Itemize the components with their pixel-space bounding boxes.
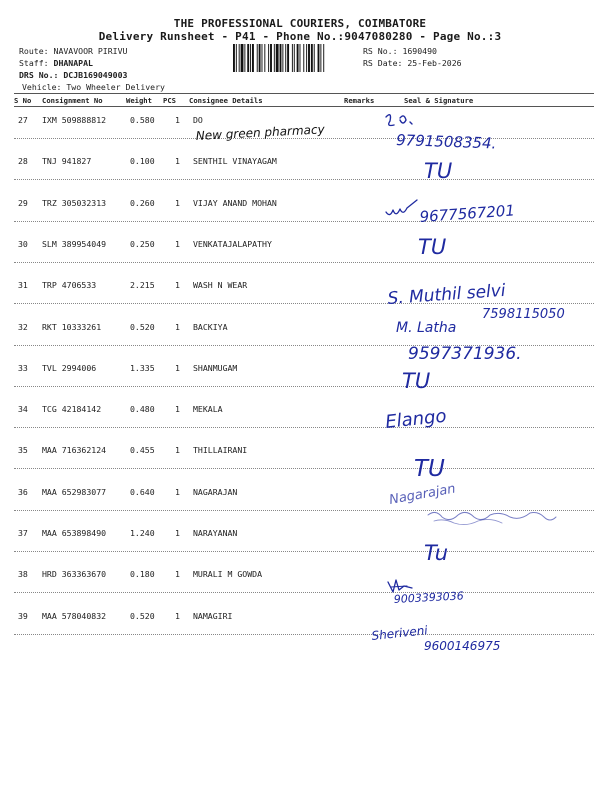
table-row — [0, 272, 600, 313]
pieces-count: 1 — [175, 404, 180, 415]
table-row — [0, 437, 600, 478]
consignee-name: VENKATAJALAPATHY — [193, 238, 272, 249]
serial-number: 35 — [18, 445, 28, 456]
weight-value: 0.100 — [130, 156, 155, 167]
vehicle-value: Two Wheeler Delivery — [66, 82, 165, 92]
svg-text:9677567201: 9677567201 — [419, 201, 516, 226]
consignee-name: SENTHIL VINAYAGAM — [193, 156, 277, 167]
weight-value: 0.260 — [130, 197, 155, 208]
table-row — [0, 231, 600, 272]
barcode-bar — [241, 44, 244, 72]
rs-date-label: RS Date: — [363, 58, 403, 68]
row-divider — [14, 427, 594, 428]
route-value: NAVAVOOR PIRIVU — [53, 46, 128, 56]
row-divider — [14, 592, 594, 593]
route-line — [19, 46, 127, 56]
barcode-bar — [257, 44, 258, 72]
col-consignment: Consignment No — [42, 96, 103, 105]
pieces-count: 1 — [175, 280, 180, 291]
consignment-number: TCG 42184142 — [42, 404, 102, 415]
barcode-bar — [303, 44, 304, 72]
consignee-name: MEKALA — [193, 404, 223, 415]
company-title: THE PROFESSIONAL COURIERS, COIMBATORE — [173, 17, 427, 30]
row-divider — [14, 386, 594, 387]
drs-label: DRS No.: — [19, 70, 59, 80]
pieces-count: 1 — [175, 569, 180, 580]
barcode-bar — [297, 44, 299, 72]
barcode-bar — [264, 44, 265, 72]
svg-text:9597371936.: 9597371936. — [408, 344, 522, 364]
svg-text:9600146975: 9600146975 — [424, 639, 501, 653]
barcode-bar — [320, 44, 321, 72]
weight-value: 1.335 — [130, 362, 155, 373]
consignee-name: NAGARAJAN — [193, 486, 238, 497]
table-row — [0, 314, 600, 355]
barcode-bar — [250, 44, 251, 72]
table-row — [0, 561, 600, 602]
serial-number: 36 — [18, 486, 28, 497]
pieces-count: 1 — [175, 321, 180, 332]
col-weight: Weight — [126, 96, 152, 105]
svg-text:7598115050: 7598115050 — [482, 307, 565, 322]
barcode-bar — [259, 44, 261, 72]
consignment-number: TNJ 941827 — [42, 156, 92, 167]
table-row — [0, 603, 600, 644]
row-divider — [14, 468, 594, 469]
serial-number: 27 — [18, 115, 28, 125]
runsheet-subtitle: Delivery Runsheet - P41 - Phone No.:9047080280 - Page No.:3 — [98, 30, 502, 43]
table-header — [0, 94, 600, 106]
vehicle-line — [22, 82, 165, 92]
serial-number: 38 — [18, 569, 28, 580]
weight-value: 0.180 — [130, 569, 155, 580]
svg-text:Sheriveni: Sheriveni — [370, 623, 429, 643]
svg-text:9791508354.: 9791508354. — [395, 131, 497, 153]
staff-label: Staff: — [19, 58, 49, 68]
barcode-bar — [285, 44, 286, 72]
pieces-count: 1 — [175, 197, 180, 208]
staff-line — [19, 58, 93, 68]
svg-text:S. Muthil selvi: S. Muthil selvi — [386, 280, 507, 309]
consignment-number: RKT 10333261 — [42, 321, 102, 332]
consignee-name: VIJAY ANAND MOHAN — [193, 197, 277, 208]
weight-value: 0.520 — [130, 321, 155, 332]
consignee-name: THILLAIRANI — [193, 445, 248, 456]
weight-value: 0.640 — [130, 486, 155, 497]
col-consignee: Consignee Details — [189, 96, 263, 105]
serial-number: 31 — [18, 280, 28, 291]
col-pcs: PCS — [163, 96, 176, 105]
table-row — [0, 396, 600, 437]
barcode-bar — [236, 44, 237, 72]
consignment-number: HRD 363363670 — [42, 569, 107, 580]
consignee-name: MURALI M GOWDA — [193, 569, 263, 580]
barcode — [232, 44, 358, 72]
barcode-bar — [314, 44, 315, 72]
row-divider — [14, 262, 594, 263]
row-divider — [14, 221, 594, 222]
rs-no-label: RS No.: — [363, 46, 398, 56]
table-row — [0, 148, 600, 189]
weight-value: 0.520 — [130, 610, 155, 621]
pieces-count: 1 — [175, 486, 180, 497]
serial-number: 30 — [18, 238, 28, 249]
barcode-bar — [292, 44, 293, 72]
drs-value: DCJB169049003 — [63, 70, 128, 80]
barcode-bar — [318, 44, 320, 72]
svg-text:9003393036: 9003393036 — [393, 589, 465, 606]
row-divider — [14, 138, 594, 139]
barcode-bar — [262, 44, 263, 72]
serial-number: 34 — [18, 404, 28, 415]
col-remarks: Remarks — [344, 96, 375, 105]
barcode-bar — [270, 44, 272, 72]
handwritten-note-row-27: New green pharmacy — [195, 122, 325, 143]
barcode-bar — [244, 44, 245, 72]
table-row — [0, 107, 600, 148]
barcode-bar — [306, 44, 307, 72]
svg-text:Nagarajan: Nagarajan — [388, 481, 457, 508]
col-seal-signature: Seal & Signature — [404, 96, 474, 105]
row-divider — [14, 551, 594, 552]
consignee-name: NARAYANAN — [193, 528, 238, 538]
barcode-bar — [268, 44, 269, 72]
rs-no-value: 1690490 — [402, 46, 437, 56]
pieces-count: 1 — [175, 445, 180, 456]
row-divider — [14, 634, 594, 635]
barcode-bar — [287, 44, 289, 72]
pieces-count: 1 — [175, 156, 180, 167]
barcode-bar — [300, 44, 301, 72]
row-divider — [14, 303, 594, 304]
barcode-bar — [282, 44, 283, 72]
table-row — [0, 190, 600, 231]
staff-value: DHANAPAL — [53, 58, 93, 68]
rs-no-line — [363, 46, 437, 56]
pieces-count: 1 — [175, 238, 180, 249]
serial-number: 29 — [18, 197, 28, 208]
rs-date-line — [363, 58, 462, 68]
barcode-bar — [252, 44, 254, 72]
pieces-count: 1 — [175, 362, 180, 373]
barcode-bar — [294, 44, 295, 72]
barcode-bar — [239, 44, 240, 72]
svg-text:TU: TU — [402, 369, 431, 393]
consignee-name: WASH N WEAR — [193, 280, 248, 291]
col-sno: S No — [14, 96, 32, 105]
pieces-count: 1 — [175, 528, 180, 538]
drs-line — [19, 70, 127, 80]
vehicle-label: Vehicle: — [22, 82, 62, 92]
weight-value: 0.580 — [130, 115, 155, 125]
table-row — [0, 520, 600, 561]
svg-text:TU: TU — [424, 159, 453, 183]
consignment-number: TRZ 305032313 — [42, 197, 107, 208]
svg-text:Tu: Tu — [424, 541, 449, 565]
svg-text:TU: TU — [418, 235, 447, 259]
weight-value: 0.250 — [130, 238, 155, 249]
rs-date-value: 25-Feb-2026 — [407, 58, 462, 68]
svg-text:TU: TU — [414, 456, 445, 482]
consignment-number: IXM 509888812 — [42, 115, 107, 125]
consignment-number: MAA 716362124 — [42, 445, 107, 456]
barcode-bar — [247, 44, 249, 72]
table-row — [0, 479, 600, 520]
serial-number: 28 — [18, 156, 28, 167]
table-row — [0, 355, 600, 396]
weight-value: 0.455 — [130, 445, 155, 456]
consignee-name: SHANMUGAM — [193, 362, 238, 373]
serial-number: 33 — [18, 362, 28, 373]
barcode-bar — [276, 44, 279, 72]
consignment-number: MAA 652983077 — [42, 486, 107, 497]
serial-number: 39 — [18, 610, 28, 621]
row-divider — [14, 179, 594, 180]
svg-text:Elango: Elango — [384, 405, 448, 433]
weight-value: 0.480 — [130, 404, 155, 415]
barcode-bar — [280, 44, 282, 72]
weight-value: 1.240 — [130, 528, 155, 538]
barcode-bar — [323, 44, 324, 72]
weight-value: 2.215 — [130, 280, 155, 291]
consignment-number: TVL 2994006 — [42, 362, 97, 373]
serial-number: 32 — [18, 321, 28, 332]
serial-number: 37 — [18, 528, 28, 538]
consignment-number: SLM 389954049 — [42, 238, 107, 249]
consignment-number: MAA 653898490 — [42, 528, 107, 538]
consignment-number: MAA 578040832 — [42, 610, 107, 621]
barcode-bar — [311, 44, 313, 72]
pieces-count: 1 — [175, 610, 180, 621]
barcode-bar — [274, 44, 275, 72]
consignment-number: TRP 4706533 — [42, 280, 97, 291]
consignee-name: NAMAGIRI — [193, 610, 233, 621]
barcode-bar — [308, 44, 310, 72]
row-divider — [14, 345, 594, 346]
pieces-count: 1 — [175, 115, 180, 125]
route-label: Route: — [19, 46, 49, 56]
svg-text:M. Latha: M. Latha — [396, 320, 457, 336]
barcode-bar — [233, 44, 235, 72]
consignee-name: BACKIYA — [193, 321, 228, 332]
consignee-name: DO — [193, 115, 203, 125]
row-divider — [14, 510, 594, 511]
